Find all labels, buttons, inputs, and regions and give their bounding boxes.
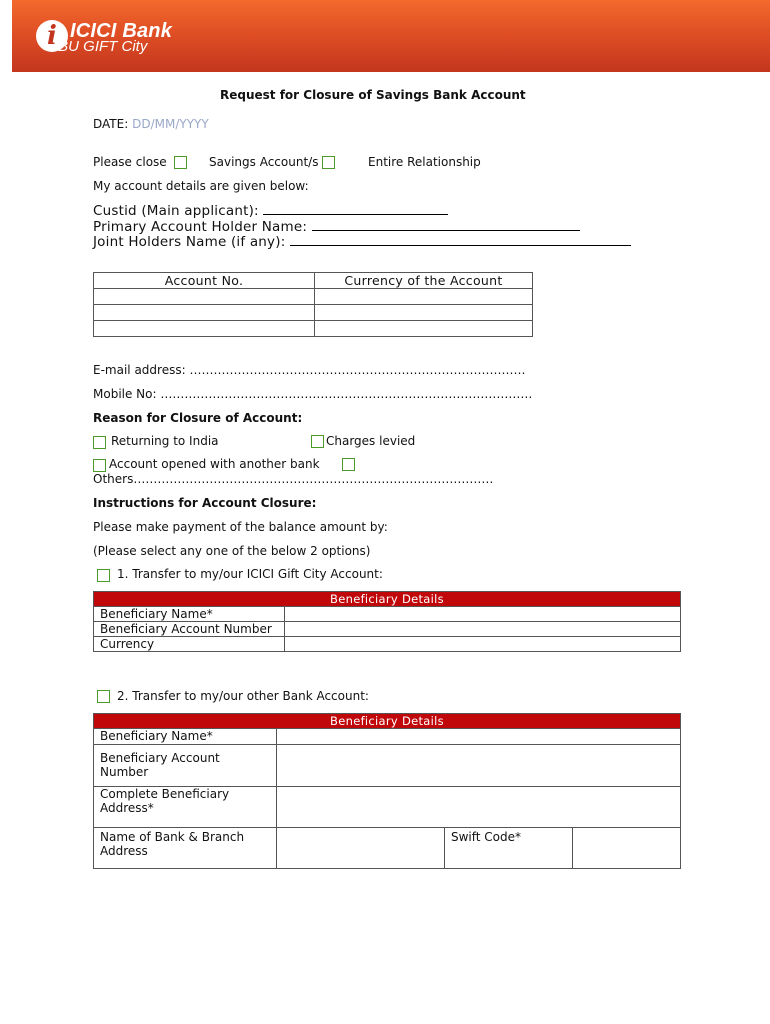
savings-account-label: Savings Account/s xyxy=(209,155,319,169)
table-row xyxy=(94,321,533,337)
currency-header: Currency of the Account xyxy=(315,273,533,289)
account-no-cell[interactable] xyxy=(94,289,315,305)
beneficiary-account-label: Beneficiary Account Number xyxy=(94,622,285,637)
beneficiary-name-input[interactable] xyxy=(285,607,681,622)
swift-code-label: Swift Code* xyxy=(445,828,573,869)
currency-cell[interactable] xyxy=(315,321,533,337)
mobile-field[interactable]: Mobile No: ………………………………………………………………………………… xyxy=(93,387,533,401)
branch-name: IBU GIFT City xyxy=(54,38,148,55)
table-row xyxy=(94,729,681,745)
beneficiary-address-input[interactable] xyxy=(277,787,681,828)
account-no-cell[interactable] xyxy=(94,321,315,337)
returning-india-label: Returning to India xyxy=(111,434,219,448)
beneficiary-account-label: Beneficiary Account Number xyxy=(94,745,277,787)
payment-intro: Please make payment of the balance amount by: xyxy=(93,520,388,534)
joint-holders-row xyxy=(93,233,631,250)
beneficiary-account-input[interactable] xyxy=(277,745,681,787)
header-banner xyxy=(12,0,770,72)
table-row xyxy=(94,787,681,828)
beneficiary-details-header: Beneficiary Details xyxy=(94,714,681,729)
instructions-heading: Instructions for Account Closure: xyxy=(93,496,317,510)
date-label: DATE: xyxy=(93,117,129,131)
reason-heading: Reason for Closure of Account: xyxy=(93,411,303,425)
entire-relationship-checkbox[interactable] xyxy=(322,156,335,169)
another-bank-label: Account opened with another bank xyxy=(109,457,320,471)
table-row xyxy=(94,637,681,652)
beneficiary-table-icici xyxy=(93,591,681,652)
custid-field[interactable] xyxy=(263,202,448,215)
option1-label: 1. Transfer to my/our ICICI Gift City Account: xyxy=(117,567,383,581)
beneficiary-address-label: Complete Beneficiary Address* xyxy=(94,787,277,828)
beneficiary-name-input[interactable] xyxy=(277,729,681,745)
currency-input[interactable] xyxy=(285,637,681,652)
beneficiary-name-label: Beneficiary Name* xyxy=(94,729,277,745)
icici-logo-icon: i xyxy=(36,20,68,52)
custid-label: Custid (Main applicant): xyxy=(93,203,259,219)
option2-checkbox[interactable] xyxy=(97,690,110,703)
currency-label: Currency xyxy=(94,637,285,652)
table-row xyxy=(94,305,533,321)
select-note: (Please select any one of the below 2 options) xyxy=(93,544,371,558)
another-bank-checkbox[interactable] xyxy=(93,459,106,472)
custid-row xyxy=(93,202,448,219)
page-title: Request for Closure of Savings Bank Account xyxy=(220,88,526,102)
bank-branch-label: Name of Bank & Branch Address xyxy=(94,828,277,869)
beneficiary-name-label: Beneficiary Name* xyxy=(94,607,285,622)
charges-levied-checkbox[interactable] xyxy=(311,435,324,448)
entire-relationship-label: Entire Relationship xyxy=(368,155,481,169)
beneficiary-table-other-bank xyxy=(93,713,681,869)
charges-levied-label: Charges levied xyxy=(326,434,416,448)
others-field[interactable]: Others……………………………………………………………………………… xyxy=(93,472,494,486)
table-row xyxy=(94,289,533,305)
date-field[interactable]: DD/MM/YYYY xyxy=(132,117,209,131)
account-no-cell[interactable] xyxy=(94,305,315,321)
option1-checkbox[interactable] xyxy=(97,569,110,582)
email-field[interactable]: E-mail address: ………………………………………………………………………… xyxy=(93,363,526,377)
table-row xyxy=(94,622,681,637)
currency-cell[interactable] xyxy=(315,305,533,321)
currency-cell[interactable] xyxy=(315,289,533,305)
table-row xyxy=(94,828,681,869)
swift-code-input[interactable] xyxy=(573,828,681,869)
please-close-label: Please close xyxy=(93,155,167,169)
table-row xyxy=(94,745,681,787)
account-details-intro: My account details are given below: xyxy=(93,179,309,193)
primary-holder-label: Primary Account Holder Name: xyxy=(93,219,308,235)
joint-holders-field[interactable] xyxy=(290,233,631,246)
primary-holder-field[interactable] xyxy=(312,218,580,231)
beneficiary-account-input[interactable] xyxy=(285,622,681,637)
returning-india-checkbox[interactable] xyxy=(93,436,106,449)
beneficiary-details-header: Beneficiary Details xyxy=(94,592,681,607)
account-no-header: Account No. xyxy=(94,273,315,289)
bank-name: ICICI Bank xyxy=(70,20,173,42)
joint-holders-label: Joint Holders Name (if any): xyxy=(93,234,286,250)
others-checkbox[interactable] xyxy=(342,458,355,471)
account-table xyxy=(93,272,533,337)
option2-label: 2. Transfer to my/our other Bank Account: xyxy=(117,689,369,703)
savings-account-checkbox[interactable] xyxy=(174,156,187,169)
date-row xyxy=(93,117,209,131)
table-row xyxy=(94,607,681,622)
bank-branch-input[interactable] xyxy=(277,828,445,869)
